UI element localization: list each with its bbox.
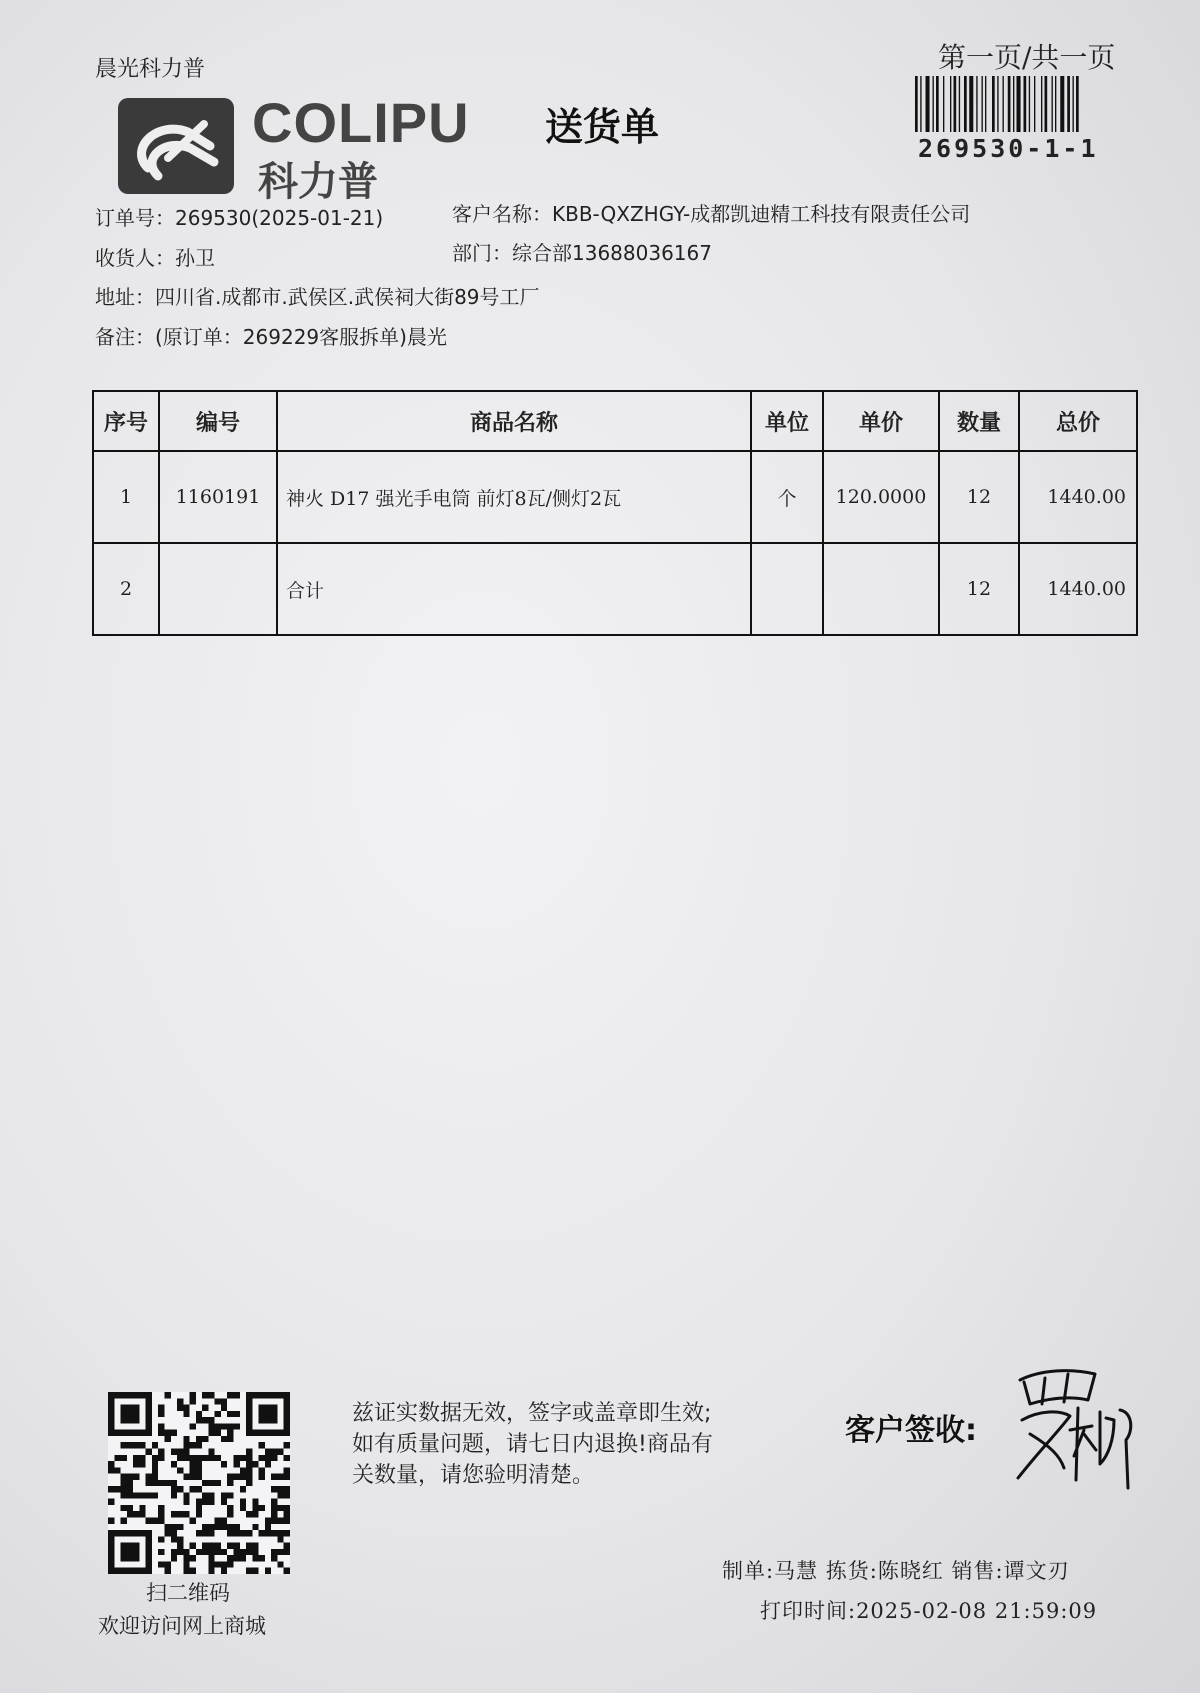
staff-info: 制单:马慧 拣货:陈晓红 销售:谭文刃	[722, 1559, 1070, 1583]
cell-unit: 个	[751, 451, 823, 543]
order-number: 订单号：269530(2025-01-21)	[95, 206, 384, 230]
cell-total: 1440.00	[1019, 451, 1137, 543]
print-time: 打印时间:2025-02-08 21:59:09	[760, 1599, 1098, 1623]
company-name: 晨光科力普	[95, 57, 206, 82]
notice-text	[352, 1398, 782, 1491]
cell-code: 1160191	[159, 451, 277, 543]
cell-quantity: 12	[939, 451, 1019, 543]
column-header: 单价	[823, 391, 939, 451]
notice-line: 关数量，请您验明清楚。	[352, 1463, 595, 1488]
table-row	[93, 451, 1137, 543]
cell-seq: 1	[93, 451, 159, 543]
column-header: 商品名称	[277, 391, 751, 451]
table-header-row	[93, 391, 1137, 451]
column-header: 总价	[1019, 391, 1137, 451]
column-header: 单位	[751, 391, 823, 451]
qr-caption: 扫二维码	[146, 1581, 230, 1605]
remark: 备注：(原订单：269229客服拆单)晨光	[95, 325, 447, 349]
table-row	[93, 543, 1137, 635]
cell-unit-price: 120.0000	[823, 451, 939, 543]
items-table	[92, 390, 1138, 636]
cell-product-name: 神火 D17 强光手电筒 前灯8瓦/侧灯2瓦	[277, 451, 751, 543]
customer-signature-label: 客户签收:	[845, 1413, 977, 1448]
column-header: 数量	[939, 391, 1019, 451]
receiver: 收货人：孙卫	[95, 246, 215, 270]
barcode-number: 269530-1-1	[918, 134, 1099, 163]
notice-line: 兹证实数据无效，签字或盖章即生效;	[352, 1401, 712, 1426]
qr-code-icon	[108, 1392, 290, 1574]
barcode-icon	[915, 76, 1130, 132]
cell-code	[159, 543, 277, 635]
logo-wordmark: COLIPU	[252, 91, 470, 154]
customer-name: 客户名称：KBB-QXZHGY-成都凯迪精工科技有限责任公司	[452, 202, 971, 226]
address: 地址：四川省.成都市.武侯区.武侯祠大街89号工厂	[95, 285, 540, 309]
document-title: 送货单	[545, 105, 660, 149]
column-header: 编号	[159, 391, 277, 451]
cell-unit	[751, 543, 823, 635]
cell-product-name: 合计	[277, 543, 751, 635]
cell-quantity: 12	[939, 543, 1019, 635]
notice-line: 如有质量问题，请七日内退换!商品有	[352, 1432, 713, 1457]
cell-total: 1440.00	[1019, 543, 1137, 635]
colipu-logo-icon	[118, 98, 234, 194]
department: 部门：综合部13688036167	[452, 241, 712, 265]
page-indicator: 第一页/共一页	[938, 41, 1116, 74]
cell-unit-price	[823, 543, 939, 635]
qr-caption-mall: 欢迎访问网上商城	[98, 1614, 266, 1638]
logo-chinese-name: 科力普	[258, 159, 378, 205]
column-header: 序号	[93, 391, 159, 451]
handwritten-signature	[1000, 1360, 1140, 1495]
cell-seq: 2	[93, 543, 159, 635]
